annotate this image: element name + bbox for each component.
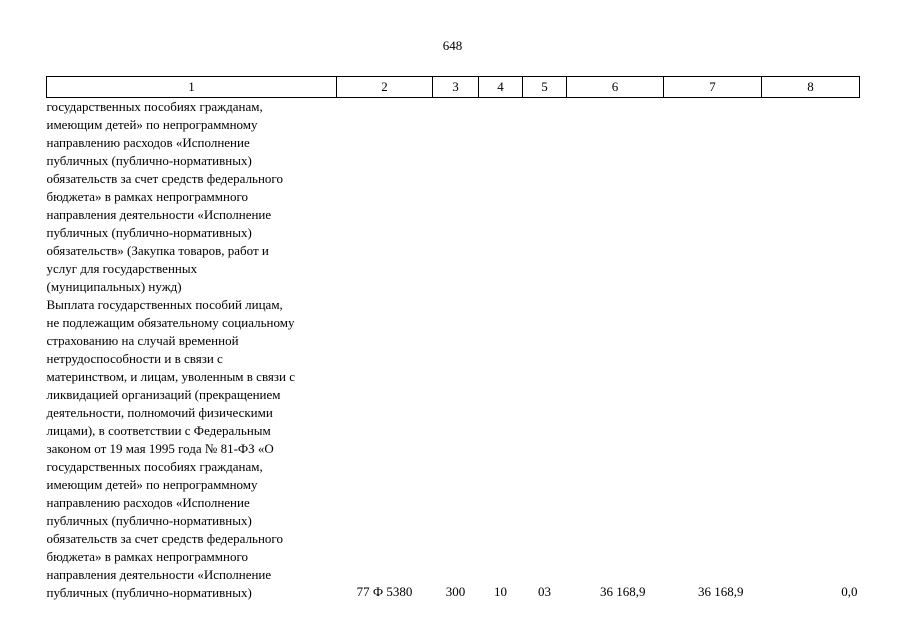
table-row <box>47 98 860 603</box>
header-col-8: 8 <box>762 77 860 98</box>
row-col-8: 0,0 <box>841 584 858 599</box>
budget-table <box>46 76 860 602</box>
row-code: 77 Ф 5380 <box>356 584 413 599</box>
header-col-4: 4 <box>479 77 523 98</box>
header-col-7: 7 <box>664 77 762 98</box>
header-col-6: 6 <box>567 77 664 98</box>
row-col-3: 300 <box>445 584 466 599</box>
row-col-7: 36 168,9 <box>698 584 744 599</box>
row-description: государственных пособиях гражданам, имеющим детей» по непрограммному направлению расходов «Исполнение публичных (публично-нормативных) обязательств за счет средств федерального бюджета» в рамках непрограммного направления деятельности «Исполнение публичных (публично-нормативных) обязательств» (Закупка товаров, работ и услуг для государственных (муниципальных) нужд) Выплата государственных пособий лицам, не подлежащим обязательному социальному страхованию на случай временной нетрудоспособности и в связи с материнством, и лицам, уволенным в связи с ликвидацией организаций (прекращением деятельности, полномочий физическими лицами), в соответствии с Федеральным законом от 19 мая 1995 года № 81-ФЗ «О государственных пособиях гражданам, имеющим детей» по непрограммному направлению расходов «Исполнение публичных (публично-нормативных) обязательств за счет средств федерального бюджета» в рамках непрограммного направления деятельности «Исполнение публичных (публично-нормативных) <box>46 99 295 600</box>
header-col-3: 3 <box>433 77 479 98</box>
row-col-5: 03 <box>538 584 551 599</box>
page-number: 648 <box>442 38 463 53</box>
table-header-row <box>47 77 860 98</box>
row-col-6: 36 168,9 <box>600 584 646 599</box>
header-col-2: 2 <box>337 77 433 98</box>
header-col-5: 5 <box>523 77 567 98</box>
row-col-4: 10 <box>494 584 507 599</box>
header-col-1: 1 <box>47 77 337 98</box>
